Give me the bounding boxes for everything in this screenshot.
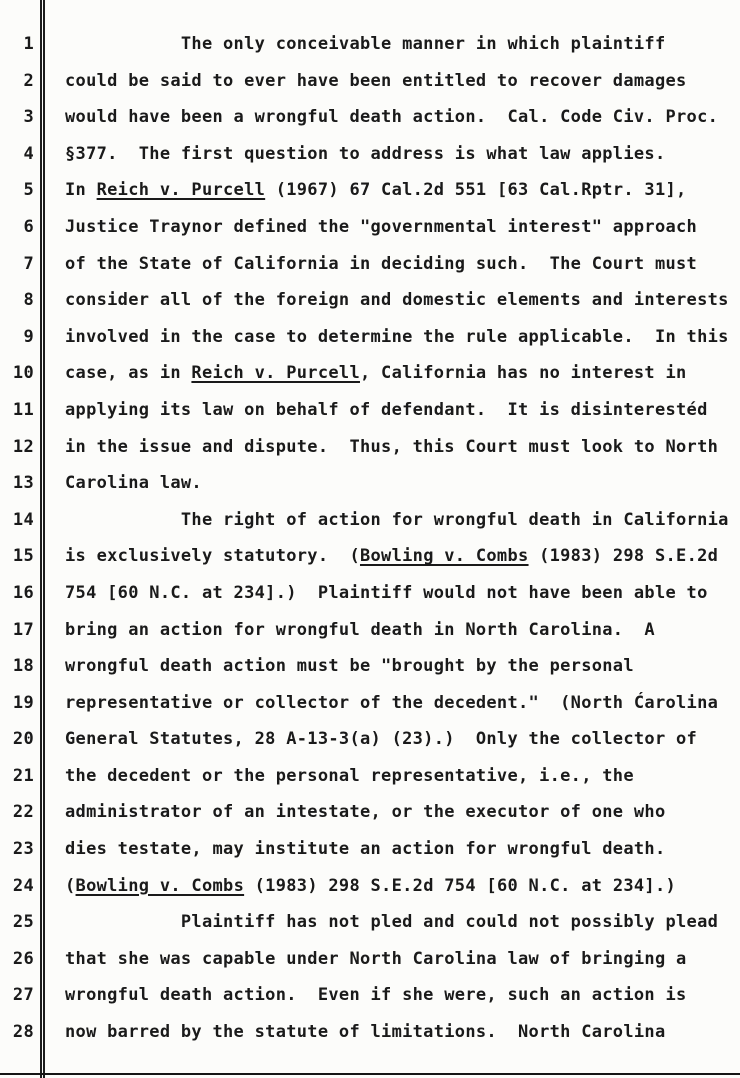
document-line — [0, 136, 740, 173]
text-segment: in the issue and dispute. Thus, this Court must look to North — [65, 436, 719, 457]
line-text — [65, 136, 666, 173]
document-line — [0, 685, 740, 722]
text-segment: Carolina law. — [65, 473, 202, 494]
document-line — [0, 246, 740, 283]
line-number: 28 — [12, 1022, 34, 1043]
line-number: 16 — [12, 582, 34, 603]
line-text — [65, 465, 202, 502]
line-number: 10 — [12, 363, 34, 384]
line-number: 4 — [23, 143, 34, 164]
text-segment: would have been a wrongful death action. Cal. Code Civ. Proc. — [65, 107, 719, 128]
line-text — [65, 758, 634, 795]
line-text — [65, 172, 687, 209]
text-segment: (1967) 67 Cal.2d 551 [63 Cal.Rptr. 31], — [265, 180, 687, 201]
line-number: 14 — [12, 509, 34, 530]
line-text — [65, 685, 718, 722]
line-text — [65, 355, 687, 392]
text-segment: now barred by the statute of limitations. North Carolina — [65, 1022, 666, 1043]
line-text — [65, 575, 708, 612]
document-line — [0, 868, 740, 905]
line-number: 12 — [12, 436, 34, 457]
text-segment: The only conceivable manner in which plaintiff — [65, 34, 666, 54]
text-segment: wrongful death action. Even if she were, such an action is — [65, 985, 687, 1006]
text-segment: applying its law on behalf of defendant. It is disinterestéd — [65, 399, 708, 420]
text-segment: The right of action for wrongful death in California — [65, 509, 729, 530]
line-number: 6 — [23, 216, 34, 237]
line-number: 8 — [23, 290, 34, 311]
line-number: 24 — [12, 875, 34, 896]
document-line — [0, 63, 740, 100]
text-segment: , California has no interest in — [359, 363, 687, 384]
line-text — [65, 977, 687, 1014]
document-line — [0, 831, 740, 868]
document-line — [0, 721, 740, 758]
text-segment: (1983) 298 S.E.2d — [528, 546, 719, 567]
line-number: 26 — [12, 948, 34, 969]
text-segment: General Statutes, 28 A-13-3(a) (23).) Only the collector of — [65, 729, 698, 750]
document-line — [0, 429, 740, 466]
case-citation-underlined: Reich v. Purcell — [96, 180, 266, 201]
document-line — [0, 392, 740, 429]
document-line — [0, 648, 740, 685]
line-number: 17 — [12, 619, 34, 640]
text-segment: Justice Traynor defined the "governmental interest" approach — [65, 216, 698, 237]
document-line — [0, 612, 740, 649]
text-segment: Plaintiff has not pled and could not possibly plead — [65, 912, 719, 933]
document-line — [0, 282, 740, 319]
line-number: 20 — [12, 729, 34, 750]
line-text — [65, 538, 718, 575]
text-segment: In — [65, 180, 97, 201]
text-segment: dies testate, may institute an action for wrongful death. — [65, 839, 666, 860]
document-line — [0, 355, 740, 392]
document-line — [0, 941, 740, 978]
document-line — [0, 99, 740, 136]
text-segment: bring an action for wrongful death in North Carolina. A — [65, 619, 655, 640]
line-text — [65, 941, 687, 978]
line-number: 22 — [12, 802, 34, 823]
text-segment: §377. The first question to address is what law applies. — [65, 143, 666, 164]
text-segment: 754 [60 N.C. at 234].) Plaintiff would not have been able to — [65, 582, 708, 603]
text-segment: ( — [65, 875, 76, 896]
page-bottom-rule — [0, 1073, 740, 1076]
text-segment: administrator of an intestate, or the executor of one who — [65, 802, 666, 823]
text-segment: (1983) 298 S.E.2d 754 [60 N.C. at 234].) — [244, 875, 677, 896]
line-text — [65, 282, 729, 319]
line-text — [65, 721, 697, 758]
line-number: 5 — [23, 180, 34, 201]
line-number: 25 — [12, 912, 34, 933]
document-line — [0, 209, 740, 246]
document-line — [0, 794, 740, 831]
document-line — [0, 538, 740, 575]
case-citation-underlined: Bowling v. Combs — [359, 546, 529, 567]
case-citation-underlined: Reich v. Purcell — [191, 363, 360, 384]
line-text — [65, 794, 666, 831]
line-text — [65, 1014, 666, 1051]
line-text — [65, 648, 634, 685]
document-line — [0, 26, 740, 63]
text-segment: case, as in — [65, 363, 192, 384]
line-number: 19 — [12, 692, 34, 713]
line-number: 13 — [12, 473, 34, 494]
line-text — [65, 429, 718, 466]
line-text — [65, 392, 708, 429]
line-text — [65, 868, 676, 905]
line-number: 18 — [12, 656, 34, 677]
document-line — [0, 465, 740, 502]
document-line — [0, 319, 740, 356]
line-number: 3 — [23, 107, 34, 128]
line-text — [65, 904, 718, 941]
line-number: 9 — [23, 326, 34, 347]
text-segment: could be said to ever have been entitled to recover damages — [65, 70, 687, 91]
line-number: 11 — [12, 399, 34, 420]
text-segment: of the State of California in deciding such. The Court must — [65, 253, 698, 274]
text-segment: is exclusively statutory. ( — [65, 546, 360, 567]
line-number: 27 — [12, 985, 34, 1006]
line-number: 23 — [12, 839, 34, 860]
text-segment: consider all of the foreign and domestic elements and interests — [65, 290, 729, 311]
line-number: 1 — [23, 34, 34, 54]
line-text — [65, 26, 666, 63]
line-text — [65, 209, 697, 246]
text-segment: representative or collector of the decedent." (North Ćarolina — [65, 692, 719, 713]
line-text — [65, 502, 729, 539]
line-text — [65, 612, 655, 649]
line-number: 15 — [12, 546, 34, 567]
text-segment: wrongful death action must be "brought by the personal — [65, 656, 634, 677]
document-line — [0, 977, 740, 1014]
document-line — [0, 758, 740, 795]
line-text — [65, 319, 729, 356]
line-text — [65, 831, 666, 868]
document-line — [0, 1014, 740, 1051]
line-text — [65, 63, 687, 100]
document-line — [0, 904, 740, 941]
document-line — [0, 172, 740, 209]
line-text — [65, 99, 718, 136]
line-text — [65, 246, 697, 283]
text-segment: involved in the case to determine the rule applicable. In this — [65, 326, 729, 347]
line-list — [0, 26, 740, 1051]
text-segment: the decedent or the personal representative, i.e., the — [65, 765, 634, 786]
line-number: 21 — [12, 765, 34, 786]
line-number: 2 — [23, 70, 34, 91]
case-citation-underlined: Bowling v. Combs — [75, 875, 245, 896]
document-line — [0, 502, 740, 539]
text-segment: that she was capable under North Carolina law of bringing a — [65, 948, 687, 969]
document-line — [0, 575, 740, 612]
line-number: 7 — [23, 253, 34, 274]
